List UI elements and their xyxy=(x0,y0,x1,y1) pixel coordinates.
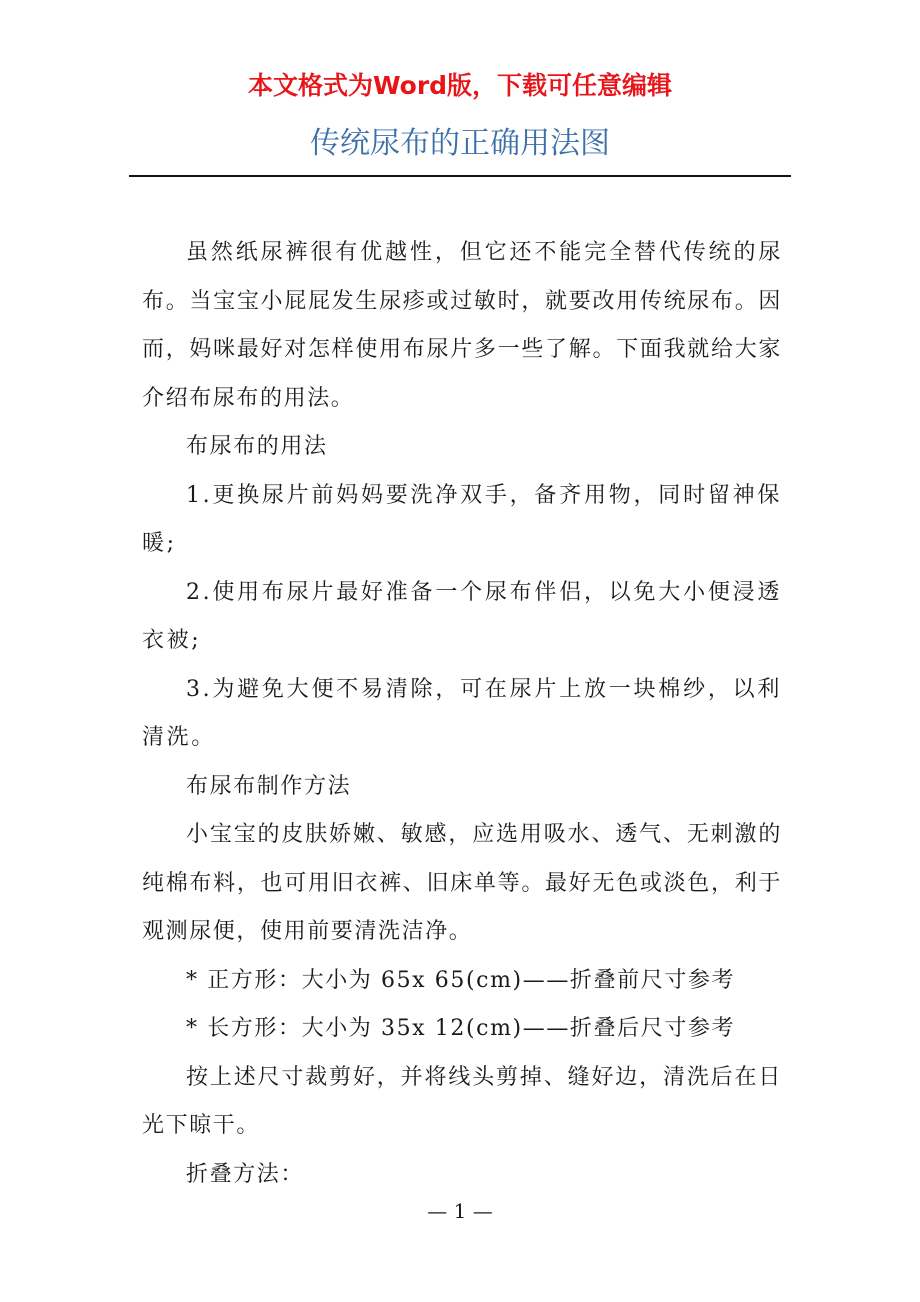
section-heading-making: 布尿布制作方法 xyxy=(186,773,352,799)
usage-step-3: 3.为避免大便不易清除，可在尿片上放一块棉纱，以利清洗。 xyxy=(142,676,782,750)
size-rectangle-item: * 长方形：大小为 35x 12(cm)——折叠后尺寸参考 xyxy=(186,1016,736,1041)
cutting-paragraph: 按上述尺寸裁剪好，并将线头剪掉、缝好边，清洗后在日光下晾干。 xyxy=(142,1064,782,1138)
usage-step-1: 1.更换尿片前妈妈要洗净双手，备齐用物，同时留神保暖; xyxy=(142,482,782,556)
section-heading-folding: 折叠方法： xyxy=(186,1161,305,1187)
page-number: — 1 — xyxy=(427,1199,493,1223)
material-paragraph: 小宝宝的皮肤娇嫩、敏感，应选用吸水、透气、无刺激的纯棉布料，也可用旧衣裤、旧床单等。最好无色或淡色，利于观测尿便，使用前要清洗洁净。 xyxy=(142,822,782,944)
usage-step-2: 2.使用布尿片最好准备一个尿布伴侣，以免大小便浸透衣被; xyxy=(142,579,782,653)
size-square-item: * 正方形：大小为 65x 65(cm)——折叠前尺寸参考 xyxy=(186,967,736,993)
intro-paragraph: 虽然纸尿裤很有优越性，但它还不能完全替代传统的尿布。当宝宝小屁屁发生尿疹或过敏时，就要改用传统尿布。因而，妈咪最好对怎样使用布尿片多一些了解。下面我就给大家介绍布尿布的用法。 xyxy=(142,240,782,411)
document-title: 传统尿布的正确用法图 xyxy=(310,126,610,161)
section-heading-usage: 布尿布的用法 xyxy=(186,434,328,459)
word-format-banner: 本文格式为Word版，下载可任意编辑 xyxy=(247,71,673,100)
document-body xyxy=(142,229,782,1199)
title-underline xyxy=(129,175,791,177)
